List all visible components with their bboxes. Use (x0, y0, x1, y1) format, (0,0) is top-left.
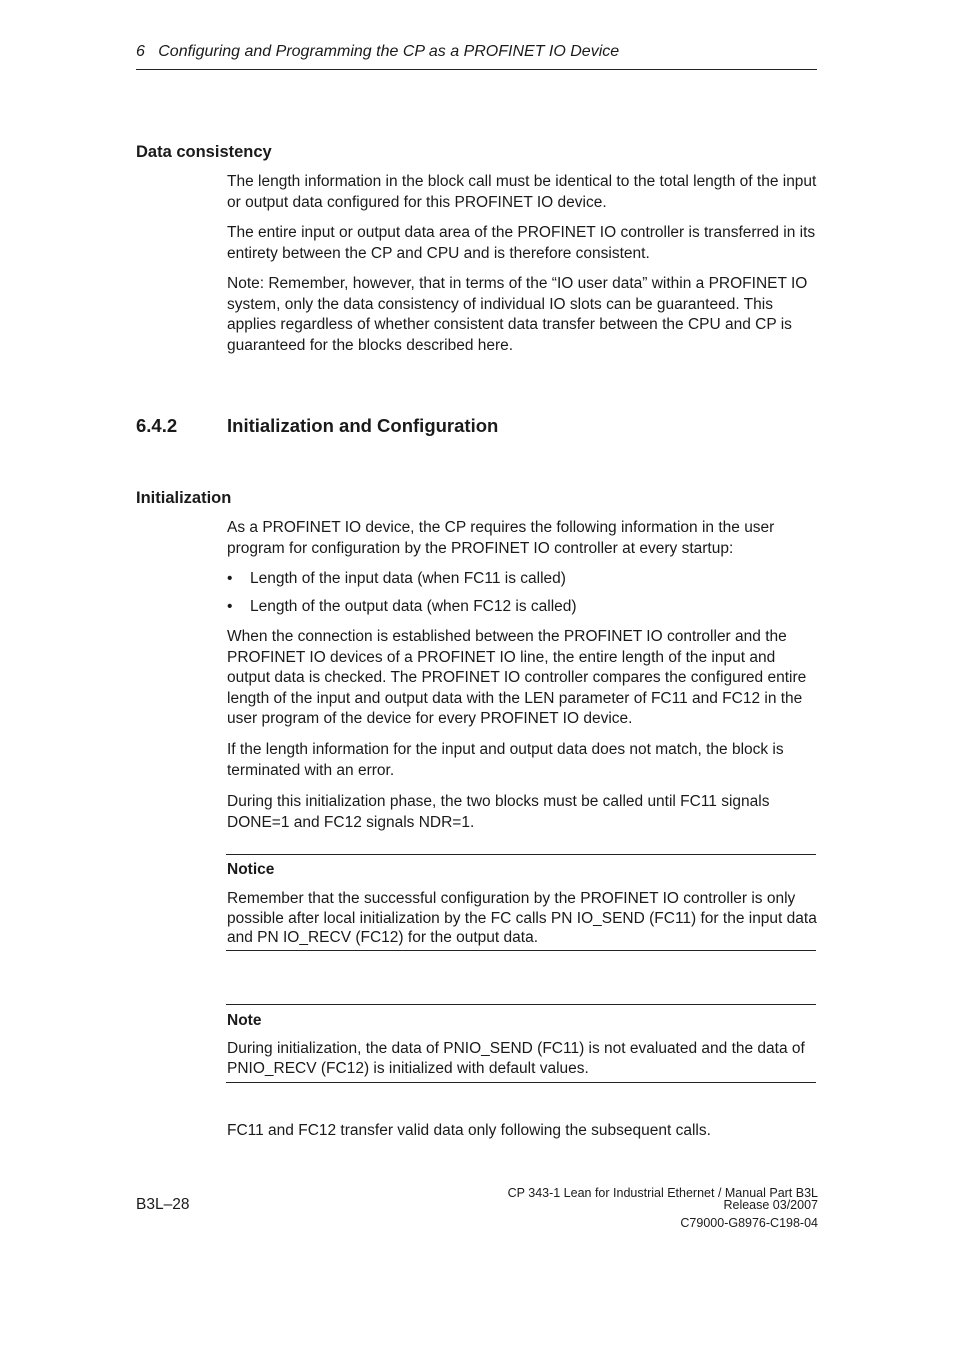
paragraph-text: The length information in the block call must be identical to the total length of the input or output data configured for this PROFINET IO device. (227, 173, 817, 211)
footer-release: Release 03/2007 (723, 1198, 818, 1212)
page-header-title: 6 Configuring and Programming the CP as a PROFINET IO Device (136, 43, 620, 60)
section-number: 6.4.2 (136, 415, 178, 436)
notice-text: Remember that the successful configuration by the PROFINET IO controller is only possible after local initialization by the FC calls PN IO_SEND (FC11) for the input data and PN IO_RECV (FC12) for the output data. (227, 890, 817, 946)
initialization-heading: Initialization (136, 489, 232, 507)
list-item-text: Length of the output data (when FC12 is called) (250, 598, 577, 615)
initialization-paragraph-3 (227, 792, 819, 833)
paragraph-text: When the connection is established between the PROFINET IO controller and the PROFINET IO devices of a PROFINET IO line, the entire length of the input and output data is checked. The PROFINET IO controller compares the configured entire length of the input and output data with the LEN parameter of FC11 and FC12 in the user program of the device for every PROFINET IO device. (227, 628, 807, 728)
paragraph-text: The entire input or output data area of the PROFINET IO controller is transferred in its entirety between the CP and CPU and is therefore consistent. (227, 224, 816, 262)
note-bottom-rule (226, 1082, 816, 1083)
initialization-intro (227, 518, 819, 559)
footer-manual-title: CP 343-1 Lean for Industrial Ethernet / Manual Part B3L (507, 1186, 818, 1200)
bullet-icon: • (227, 570, 233, 587)
data-consistency-paragraph-2 (227, 223, 819, 264)
data-consistency-heading: Data consistency (136, 143, 272, 161)
notice-title: Notice (227, 861, 275, 878)
note-top-rule (226, 1004, 816, 1005)
paragraph-text: As a PROFINET IO device, the CP requires the following information in the user program for configuration by the PROFINET IO controller at every startup: (227, 519, 775, 557)
paragraph-text: FC11 and FC12 transfer valid data only following the subsequent calls. (227, 1122, 711, 1139)
data-consistency-note-paragraph (227, 274, 819, 356)
note-text: During initialization, the data of PNIO_SEND (FC11) is not evaluated and the data of PNIO_RECV (FC12) is initialized with default values. (227, 1040, 805, 1077)
data-consistency-paragraph-1 (227, 172, 819, 213)
list-item (227, 570, 566, 588)
paragraph-text: If the length information for the input and output data does not match, the block is terminated with an error. (227, 741, 784, 779)
footer-order-number: C79000-G8976-C198-04 (680, 1216, 818, 1230)
initialization-paragraph-2 (227, 740, 819, 781)
bullet-icon: • (227, 598, 233, 615)
initialization-paragraph-1 (227, 627, 819, 730)
list-item-text: Length of the input data (when FC11 is called) (250, 570, 566, 587)
notice-top-rule (226, 854, 816, 855)
section-title: Initialization and Configuration (227, 415, 499, 436)
note-title: Note (227, 1012, 262, 1029)
header-divider (136, 69, 817, 70)
page-number: B3L–28 (136, 1196, 190, 1213)
notice-bottom-rule (226, 950, 816, 951)
list-item (227, 598, 577, 616)
closing-paragraph (227, 1121, 819, 1142)
paragraph-text: Note: Remember, however, that in terms of the “IO user data” within a PROFINET IO system, only the data consistency of individual IO slots can be guaranteed. This applies regardless of whether consistent data transfer between the CPU and CP is guaranteed for the blocks described here. (227, 275, 808, 354)
paragraph-text: During this initialization phase, the two blocks must be called until FC11 signals DONE=1 and FC12 signals NDR=1. (227, 793, 770, 831)
